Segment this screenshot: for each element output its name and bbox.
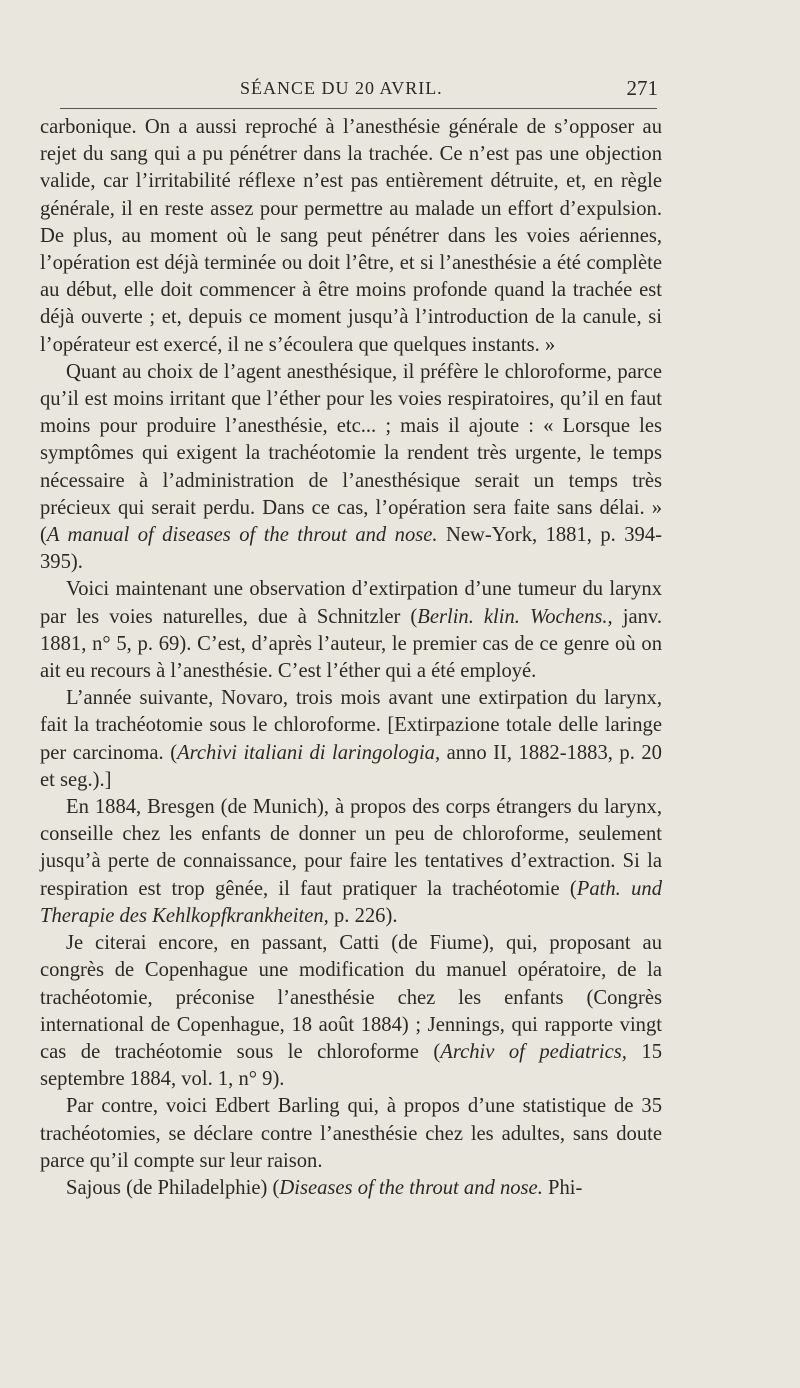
paragraph-text: carbonique. On a aussi reproché à l’anesthésie générale de s’opposer au rejet du sang qui a pu pénétrer dans la trachée. Ce n’est pas une objection valide, car l’irritabilité réflexe n’est pas entièrement détruite, et, en règle générale, il en reste assez pour permettre au malade un effort d’expulsion. De plus, au moment où le sang peut pénétrer dans les voies aériennes, l’opération est déjà terminée ou doit l’être, et si l’anesthésie a été complète au début, elle doit commencer à être moins profonde quand la trachée est déjà ouverte ; et, depuis ce moment jusqu’à l’introduction de la canule, si l’opérateur est exercé, il ne s’écoulera que quelques instants. » [40, 116, 662, 356]
paragraph-2 [40, 359, 662, 577]
paragraph-5 [40, 794, 662, 930]
body-text [40, 114, 662, 1202]
header-rule [60, 108, 657, 109]
paragraph-text: janv. 1881, n° 5, p. 69). C’est, d’après l’auteur, le premier cas de ce genre où on ait eu recours à l’anesthésie. C’est l’éther qui a été employé. [40, 605, 662, 683]
citation-title: Diseases of the throut and nose. [279, 1176, 543, 1199]
paragraph-text: Voici maintenant une observation d’extirpation d’une tumeur du larynx par les voies naturelles, due à Schnitzler ( [40, 578, 662, 628]
paragraph-text: L’année suivante, Novaro, trois mois avant une extirpation du larynx, fait la trachéotomie sous le chloroforme. [Extirpazione totale delle laringe per carcinoma. ( [40, 687, 662, 764]
paragraph-8 [40, 1175, 662, 1202]
paragraph-4 [40, 685, 662, 794]
paragraph-text: Quant au choix de l’agent anesthésique, il préfère le chloroforme, parce qu’il est moins irritant que l’éther pour les voies respiratoires, qu’il en faut moins pour produire l’anesthésie, etc... ; mais il ajoute : « Lorsque les symptômes qui exigent la trachéotomie la rendent très urgente, le temps nécessaire à l’administration de l’anesthésique serait un temps très précieux qui serait perdu. Dans ce cas, l’opération sera faite sans délai. » ( [40, 360, 662, 547]
paragraph-text: En 1884, Bresgen (de Munich), à propos des corps étrangers du larynx, conseille chez les enfants de donner un peu de chloroforme, seulement jusqu’à perte de connaissance, pour faire les tentatives d’extraction. Si la respiration est trop gênée, il faut pratiquer la trachéotomie ( [40, 796, 662, 900]
citation-title: Berlin. klin. Wochens., [417, 605, 613, 628]
paragraph-7 [40, 1093, 662, 1175]
paragraph-3 [40, 576, 662, 685]
citation-title: A manual of diseases of the throut and nose. [46, 524, 438, 547]
paragraph-6 [40, 930, 662, 1093]
paragraph-text: p. 226). [328, 904, 398, 927]
paragraph-text: anno II, 1882-1883, p. 20 et seg.).] [40, 741, 662, 791]
paragraph-text: 15 septembre 1884, vol. 1, n° 9). [40, 1040, 662, 1091]
page-header [0, 74, 800, 104]
paragraph-1 [40, 114, 662, 359]
page-number: 271 [626, 76, 658, 100]
running-title: SÉANCE DU 20 AVRIL. [240, 78, 443, 98]
paragraph-text: Je citerai encore, en passant, Catti (de Fiume), qui, proposant au congrès de Copenhague une modification du manuel opératoire, de la trachéotomie, préconise l’anesthésie chez les enfants (Congrès international de Copenhague, 18 août 1884) ; Jennings, qui rapporte vingt cas de trachéotomie sous le chloroforme ( [40, 932, 662, 1063]
paragraph-text: Sajous (de Philadelphie) ( [66, 1176, 280, 1199]
paragraph-text: Phi- [542, 1176, 583, 1199]
paragraph-text: Par contre, voici Edbert Barling qui, à propos d’une statistique de 35 trachéotomies, se déclare contre l’anesthésie chez les adultes, sans doute parce qu’il compte sur leur raison. [40, 1095, 662, 1172]
paragraph-text: New-York, 1881, p. 394-395). [40, 524, 662, 574]
citation-title: Archiv of pediatrics, [440, 1040, 627, 1063]
citation-title: Archivi italiani di laringologia, [177, 741, 441, 764]
citation-title: Path. und Therapie des Kehlkopfkrankheiten, [40, 877, 662, 927]
